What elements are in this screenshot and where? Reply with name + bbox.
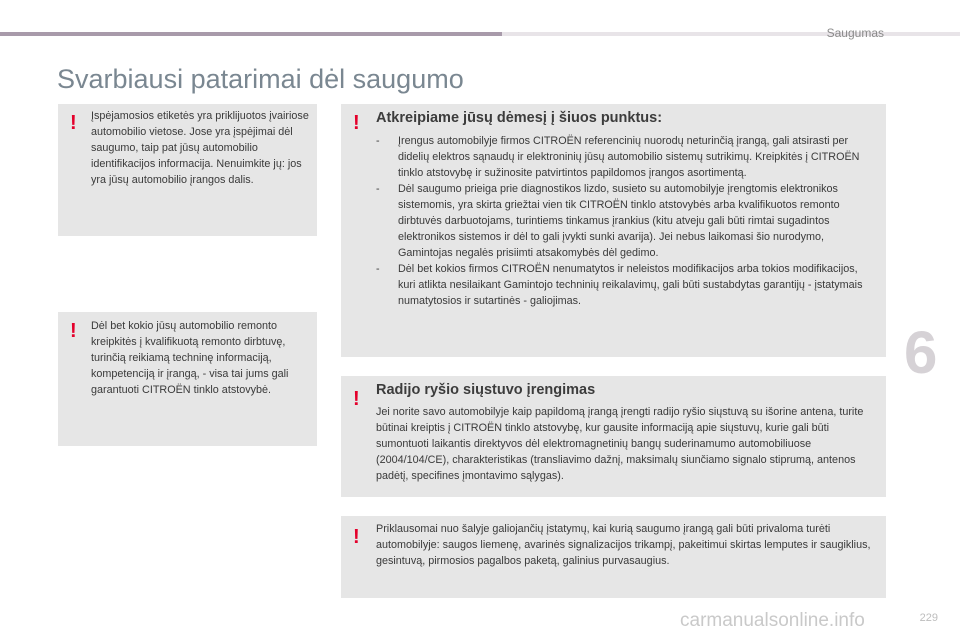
labels-warning-box [58, 104, 317, 236]
section-label: Saugumas [826, 26, 884, 40]
bullet-dash: - [376, 263, 380, 275]
list-item-text: Dėl bet kokios firmos CITROËN nenumatytos ir neleistos modifikacijos arba tokios modifikacijos, kuri atlikta nesilaikant Gamintojo techninių reikalavimų, gali būti sustabdytas garantijų - įstatymais numatytosios ir sutartinės - galiojimas. [398, 263, 863, 307]
bullet-dash: - [376, 183, 380, 195]
list-item [376, 261, 876, 309]
attention-list [376, 133, 876, 309]
radio-warning-box [341, 376, 886, 497]
page-number: 229 [919, 612, 938, 624]
list-item [376, 181, 876, 261]
equipment-warning-box [341, 516, 886, 598]
labels-warning-text: Įspėjamosios etiketės yra priklijuotos įvairiose automobilio vietose. Jose yra įspėjimai dėl saugumo, taip pat jūsų automobilio identifikacijos informacija. Nenuimkite jų: jos yra jūsų automobilio įrangos dalis. [91, 110, 309, 186]
watermark: carmanualsonline.info [680, 610, 865, 631]
header-accent-bar [0, 32, 502, 36]
bullet-dash: - [376, 135, 380, 147]
warning-icon: ! [353, 388, 360, 410]
radio-heading: Radijo ryšio siųstuvo įrengimas [376, 382, 596, 398]
repair-warning-text: Dėl bet kokio jūsų automobilio remonto kreipkitės į kvalifikuotą remonto dirbtuvę, turinčią reikiamą techninę informaciją, kompetenciją ir įrangą, - visa tai jums gali garantuoti CITROËN tinklo atstovybė. [91, 320, 289, 396]
warning-icon: ! [70, 320, 77, 342]
repair-warning-box [58, 312, 317, 446]
list-item-text: Dėl saugumo prieiga prie diagnostikos lizdo, susieto su automobilyje įrengtomis elektronikos sistemomis, yra skirta griežtai vien tik CITROËN tinklo atstovybės arba kvalifikuotos remonto dirbtuvės darbuotojams, turintiems tinkamus įrankius (kitu atveju gali būti rimtai sugadintos elektronikos sistemos ir dėl to gali įvykti sunki avarija). Jei nebus laikomasi šio nurodymo, Gamintojas negalės prisiimti atsakomybės dėl gedimo. [398, 183, 840, 259]
attention-warning-box [341, 104, 886, 357]
warning-icon: ! [70, 112, 77, 134]
attention-heading: Atkreipiame jūsų dėmesį į šiuos punktus: [376, 110, 663, 126]
warning-icon: ! [353, 526, 360, 548]
list-item-text: Įrengus automobilyje firmos CITROËN referencinių nuorodų neturinčią įrangą, gali atsirasti per didelių elektros sąnaudų ir elektroninių jūsų automobilio sistemų sutrikimų. Kreipkitės į CITROËN tinklo atstovybę ir sužinosite patvirtintos papildomos įrangos asortimentą. [398, 135, 860, 179]
page-title: Svarbiausi patarimai dėl saugumo [57, 64, 464, 94]
list-item [376, 133, 876, 181]
warning-icon: ! [353, 112, 360, 134]
header-bar [502, 32, 960, 36]
chapter-number: 6 [904, 319, 938, 386]
radio-text: Jei norite savo automobilyje kaip papildomą įrangą įrengti radijo ryšio siųstuvą su išorine antena, turite būtinai kreiptis į CITROËN tinklo atstovybę, kur gausite informaciją apie siųstuvų, kurie gali būti sumontuoti laikantis direktyvos dėl elektromagnetinių bangų suderinamumo automobiliuose (2004/104/CE), charakteristikas (transliavimo dažnį, maksimalų siunčiamo signalo stiprumą, antenos padėtį, specifines įmontavimo sąlygas). [376, 406, 864, 482]
equipment-text: Priklausomai nuo šalyje galiojančių įstatymų, kai kurią saugumo įrangą gali būti privaloma turėti automobilyje: saugos liemenę, avarinės signalizacijos trikampį, pakeitimui skirtas lemputes ir saugiklius, gesintuvą, pirmosios pagalbos paketą, galinius purvasaugius. [376, 523, 871, 567]
